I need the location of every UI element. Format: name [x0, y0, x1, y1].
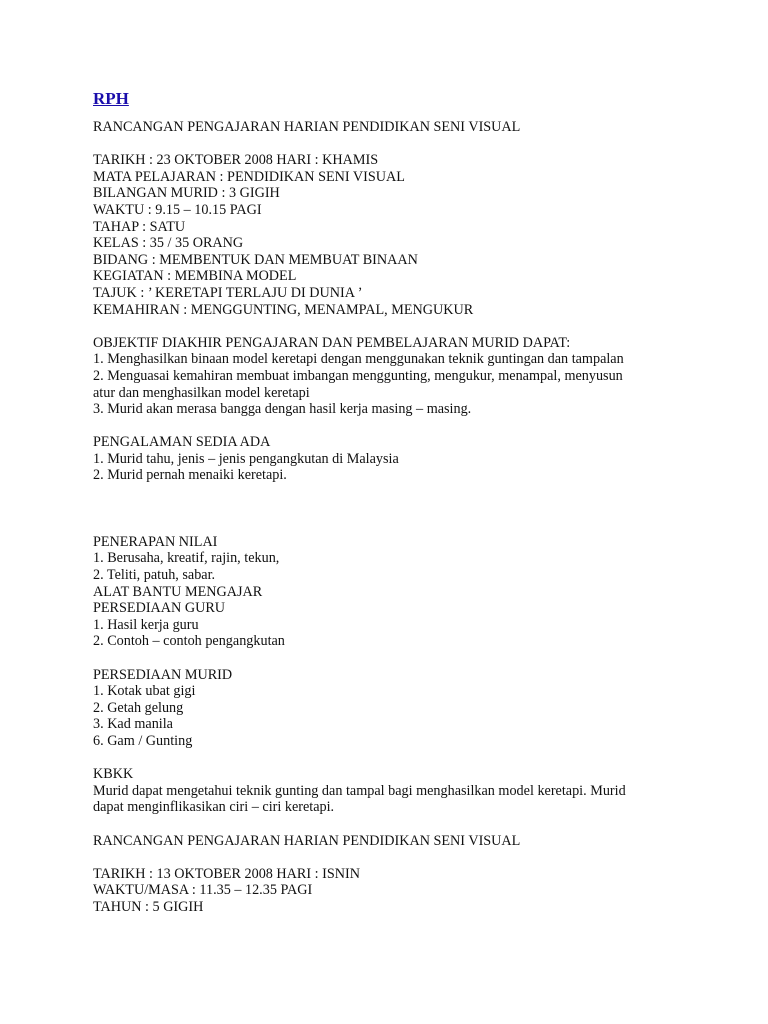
- text-line: atur dan menghasilkan model keretapi: [93, 384, 310, 401]
- text-line: 6. Gam / Gunting: [93, 732, 193, 749]
- text-line: 1. Kotak ubat gigi: [93, 683, 196, 700]
- text-line: BIDANG : MEMBENTUK DAN MEMBUAT BINAAN: [93, 251, 418, 268]
- rph-title-link[interactable]: RPH: [93, 89, 129, 108]
- text-line: MATA PELAJARAN : PENDIDIKAN SENI VISUAL: [93, 168, 405, 185]
- text-line: PERSEDIAAN MURID: [93, 666, 233, 683]
- text-line: KBKK: [93, 766, 134, 783]
- text-line: 3. Murid akan merasa bangga dengan hasil kerja masing – masing.: [93, 401, 472, 418]
- text-line: RANCANGAN PENGAJARAN HARIAN PENDIDIKAN SENI VISUAL: [93, 832, 521, 849]
- text-line: WAKTU : 9.15 – 10.15 PAGI: [93, 201, 262, 218]
- text-line: PERSEDIAAN GURU: [93, 600, 226, 617]
- text-line: PENGALAMAN SEDIA ADA: [93, 434, 271, 451]
- text-line: KEGIATAN : MEMBINA MODEL: [93, 268, 297, 285]
- text-line: BILANGAN MURID : 3 GIGIH: [93, 185, 280, 202]
- text-line: ALAT BANTU MENGAJAR: [93, 583, 263, 600]
- text-line: OBJEKTIF DIAKHIR PENGAJARAN DAN PEMBELAJARAN MURID DAPAT:: [93, 334, 571, 351]
- text-line: 1. Hasil kerja guru: [93, 616, 199, 633]
- text-line: 2. Murid pernah menaiki keretapi.: [93, 467, 287, 484]
- text-line: WAKTU/MASA : 11.35 – 12.35 PAGI: [93, 882, 313, 899]
- text-line: dapat menginflikasikan ciri – ciri keretapi.: [93, 799, 335, 816]
- text-line: 2. Getah gelung: [93, 699, 184, 716]
- text-line: TARIKH : 23 OKTOBER 2008 HARI : KHAMIS: [93, 152, 379, 169]
- text-line: 2. Teliti, patuh, sabar.: [93, 567, 216, 584]
- text-line: Murid dapat mengetahui teknik gunting dan tampal bagi menghasilkan model keretapi. Murid: [93, 782, 626, 799]
- text-line: TAHAP : SATU: [93, 218, 186, 235]
- text-line: TAJUK : ’ KERETAPI TERLAJU DI DUNIA ’: [93, 284, 363, 301]
- text-line: 1. Murid tahu, jenis – jenis pengangkutan di Malaysia: [93, 450, 399, 467]
- text-line: 3. Kad manila: [93, 716, 173, 733]
- text-line: 2. Contoh – contoh pengangkutan: [93, 633, 285, 650]
- text-line: KEMAHIRAN : MENGGUNTING, MENAMPAL, MENGUKUR: [93, 301, 474, 318]
- text-line: 1. Berusaha, kreatif, rajin, tekun,: [93, 550, 280, 567]
- text-line: KELAS : 35 / 35 ORANG: [93, 235, 244, 252]
- text-line: TARIKH : 13 OKTOBER 2008 HARI : ISNIN: [93, 865, 360, 882]
- text-line: 2. Menguasai kemahiran membuat imbangan menggunting, mengukur, menampal, menyusun: [93, 367, 623, 384]
- text-line: 1. Menghasilkan binaan model keretapi dengan menggunakan teknik guntingan dan tampalan: [93, 351, 624, 368]
- document-content: [93, 89, 733, 916]
- text-line: RANCANGAN PENGAJARAN HARIAN PENDIDIKAN SENI VISUAL: [93, 119, 521, 135]
- text-line: PENERAPAN NILAI: [93, 533, 218, 550]
- text-line: TAHUN : 5 GIGIH: [93, 898, 204, 915]
